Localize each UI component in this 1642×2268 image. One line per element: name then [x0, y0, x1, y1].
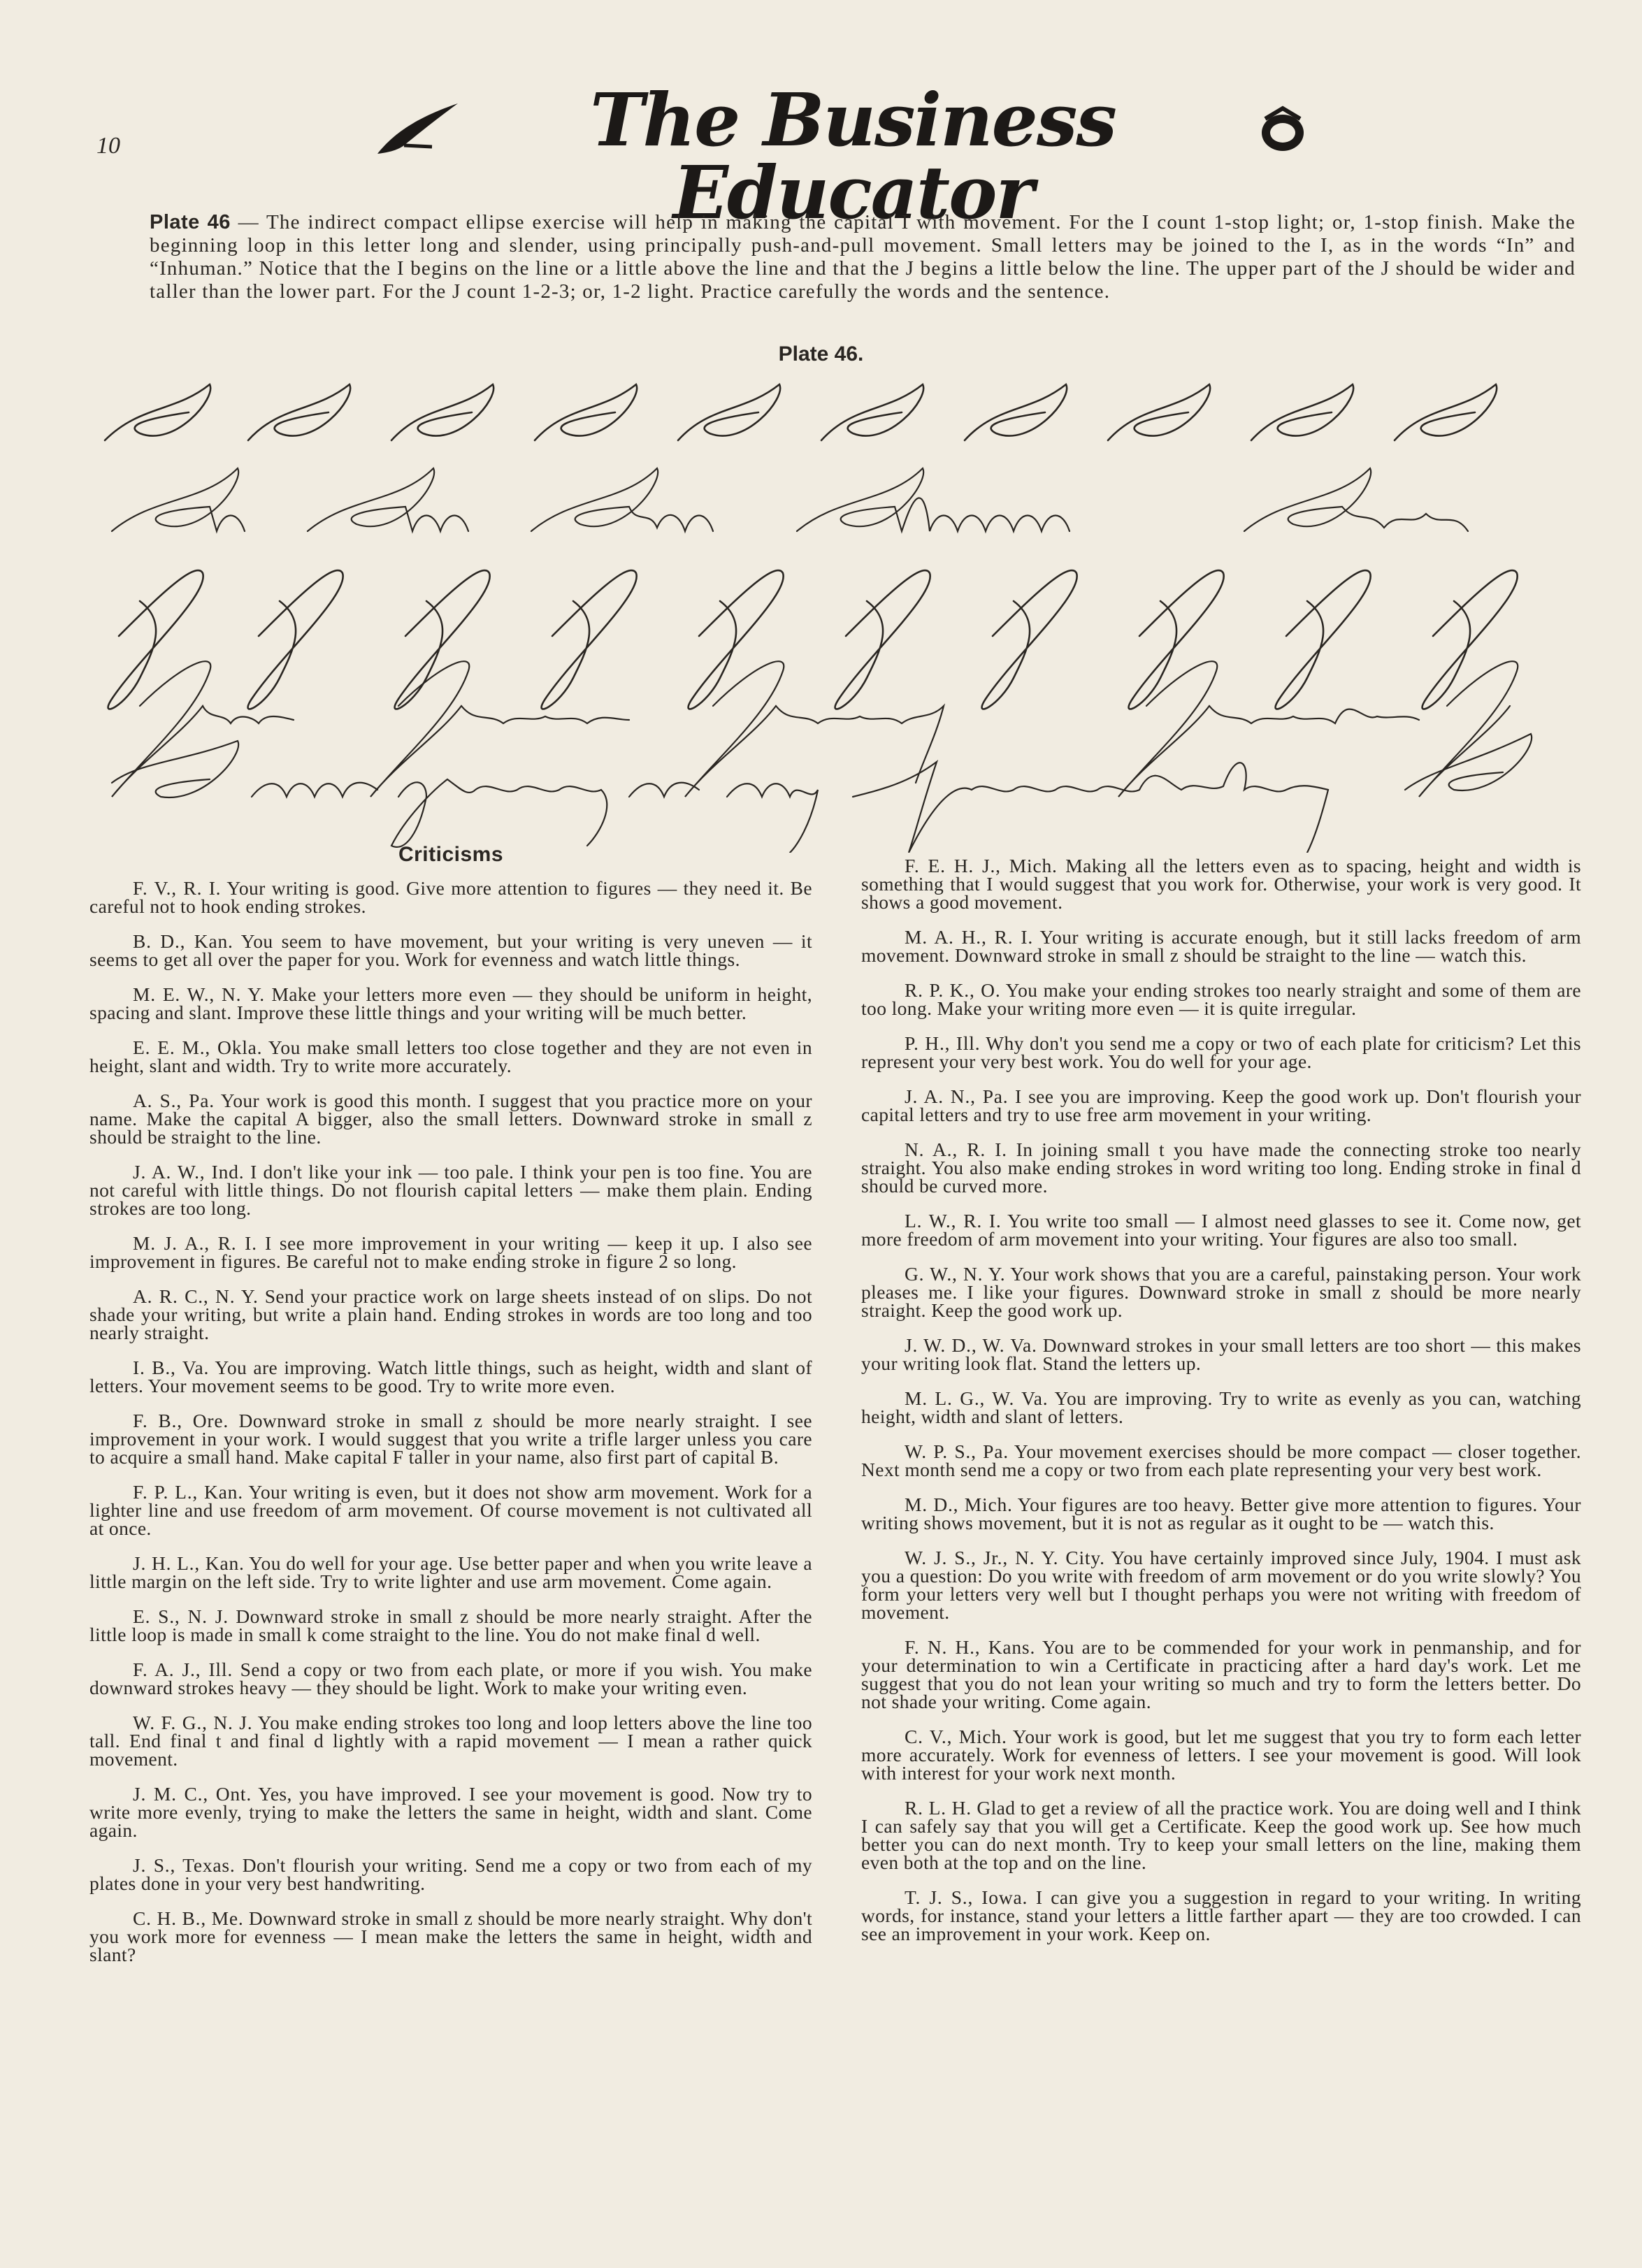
- criticism-recipient: F. B., Ore.: [133, 1410, 229, 1431]
- criticism-entry: [861, 1265, 1581, 1320]
- criticism-entry: [861, 857, 1581, 911]
- criticism-text: You are improving. Watch little things, such as height, width and slant of letters. Your movement seems to be good. Try to write more even.: [89, 1357, 812, 1396]
- script-row-j-words: [112, 661, 1518, 797]
- criticism-entry: [89, 1605, 812, 1645]
- criticism-text: Your writing is good. Give more attention to figures — they need it. Be careful not to hook ending strokes.: [89, 877, 812, 917]
- criticism-entry: [861, 1034, 1581, 1071]
- criticism-recipient: W. J. S., Jr., N. Y. City.: [905, 1547, 1105, 1568]
- criticism-entry: [861, 928, 1581, 965]
- criticism-entry: [89, 1661, 812, 1697]
- criticism-entry: [861, 1212, 1581, 1248]
- criticism-recipient: C. V., Mich.: [905, 1726, 1007, 1747]
- criticism-text: Downward stroke in small z should be more nearly straight. After the little loop is made in small k come straight to the line. You do not make final d well.: [89, 1605, 812, 1645]
- criticism-text: Send a copy or two from each plate, or more if you wish. You make downward strokes heavy — they should be light. Work to make your writing even.: [89, 1659, 812, 1698]
- criticism-text: Your movement exercises should be more compact — closer together. Next month send me a copy or two from each plate representing your very best work.: [861, 1440, 1581, 1480]
- criticism-text: Downward stroke in small z should be more nearly straight. I see improvement in your work. I would suggest that you write a trifle larger unless you care to acquire a small hand. Make capital F taller in your name, also first part of capital B.: [89, 1410, 813, 1468]
- criticism-recipient: C. H. B., Me.: [133, 1907, 244, 1929]
- criticism-text: Downward stroke in small z should be more nearly straight. Why don't you work more for evenness — I mean make the letters the same in height, width and slant?: [89, 1907, 812, 1965]
- criticism-recipient: M. A. H., R. I.: [905, 926, 1034, 948]
- criticism-entry: [861, 1389, 1581, 1426]
- criticism-text: I can give you a suggestion in regard to your writing. In writing words, for instance, stand your letters a little farther apart — they are too crowded. I can see an improvement in your work. Keep on.: [861, 1886, 1581, 1944]
- criticism-recipient: W. P. S., Pa.: [905, 1440, 1009, 1462]
- script-specimen: [98, 370, 1566, 853]
- criticism-entry: [89, 1234, 812, 1271]
- criticism-recipient: F. A. J., Ill.: [133, 1659, 233, 1680]
- quill-pen-icon: [370, 98, 461, 161]
- criticism-text: I see you are improving. Keep the good work up. Don't flourish your capital letters and try to use free arm movement in your writing.: [861, 1085, 1581, 1125]
- plate-intro: [150, 211, 1576, 303]
- masthead-title: The Business Educator: [590, 77, 1116, 236]
- criticism-entry: [89, 1554, 812, 1591]
- criticism-text: You do well for your age. Use better paper and when you write leave a little margin on the left side. Try to write lighter and use arm movement. Come again.: [89, 1552, 812, 1592]
- criticism-text: You have certainly improved since July, 1904. I must ask you a question: Do you write with freedom of arm movement or do you write slowly? You form your letters very well but I thought perhaps you were not writing with freedom of movement.: [861, 1547, 1582, 1623]
- criticism-recipient: B. D., Kan.: [133, 930, 233, 952]
- eagle-emblem-icon: [1251, 105, 1314, 161]
- criticism-entry: [89, 1714, 812, 1768]
- criticism-entry: [89, 1909, 812, 1964]
- criticism-entry: [89, 985, 812, 1022]
- criticism-entry: [861, 1141, 1581, 1195]
- plate-intro-lead: Plate 46: [150, 211, 231, 233]
- criticism-entry: [89, 1785, 812, 1840]
- criticism-text: Why don't you send me a copy or two of each plate for criticism? Let this represent your very best work. You do well for your age.: [861, 1032, 1581, 1072]
- criticism-entry: [861, 1549, 1581, 1621]
- criticism-text: You are improving. Try to write as evenly as you can, watching height, width and slant of letters.: [861, 1387, 1581, 1427]
- criticism-recipient: J. A. W., Ind.: [133, 1161, 245, 1183]
- criticism-recipient: W. F. G., N. J.: [133, 1712, 253, 1733]
- plate-title: Plate 46.: [778, 342, 864, 366]
- criticism-text: In joining small t you have made the connecting stroke too nearly straight. You also make ending strokes in word writing too long. Ending stroke in final d should be curved more.: [861, 1139, 1581, 1197]
- criticism-recipient: A. S., Pa.: [133, 1090, 215, 1111]
- criticism-text: Your work is good this month. I suggest that you practice more on your name. Make the capital A bigger, also the small letters. Downward stroke in small z should be straight to the line.: [89, 1090, 812, 1148]
- script-row-i-words: [112, 468, 1468, 531]
- criticism-recipient: J. S., Texas.: [133, 1854, 236, 1876]
- criticism-text: You make ending strokes too long and loop letters above the line too tall. End final t and final d lightly with a rapid movement — I mean a rather quick movement.: [89, 1712, 812, 1770]
- criticism-text: You make your ending strokes too nearly straight and some of them are too long. Make your writing more even — it is quite irregular.: [861, 979, 1581, 1019]
- criticism-recipient: T. J. S., Iowa.: [905, 1886, 1028, 1908]
- criticisms-left-list: [89, 879, 812, 1964]
- criticism-entry: [89, 1287, 812, 1342]
- criticism-entry: [89, 932, 812, 969]
- criticism-entry: [861, 1728, 1581, 1782]
- criticism-text: I see more improvement in your writing — keep it up. I also see improvement in figures. Be careful not to make ending stroke in figure 2 so long.: [89, 1232, 812, 1272]
- criticism-text: Send your practice work on large sheets instead of on slips. Do not shade your writing, but write a plain hand. Ending strokes in words are too long and too nearly straight.: [89, 1285, 812, 1343]
- criticism-recipient: M. E. W., N. Y.: [133, 983, 265, 1005]
- criticism-recipient: J. M. C., Ont.: [133, 1783, 252, 1805]
- criticisms-right-list: [861, 857, 1581, 1943]
- criticism-recipient: M. D., Mich.: [905, 1494, 1013, 1515]
- criticism-entry: [89, 1163, 812, 1218]
- criticism-text: Making all the letters even as to spacing, height and width is something that I would suggest that you work for. Otherwise, your work is very good. It shows a good movement.: [861, 855, 1581, 913]
- criticism-recipient: G. W., N. Y.: [905, 1263, 1006, 1285]
- script-row-capital-j: [108, 570, 1518, 709]
- criticism-entry: [89, 1359, 812, 1395]
- criticism-recipient: F. V., R. I.: [133, 877, 222, 899]
- criticism-recipient: F. N. H., Kans.: [905, 1636, 1036, 1658]
- criticism-recipient: N. A., R. I.: [905, 1139, 1007, 1160]
- criticism-recipient: M. J. A., R. I.: [133, 1232, 257, 1254]
- criticisms-left-column: [89, 843, 813, 1981]
- criticisms-right-column: [861, 857, 1581, 1960]
- criticism-text: Yes, you have improved. I see your movement is good. Now try to write more evenly, trying to make the letters the same in height, width and slant. Come again.: [89, 1783, 812, 1841]
- criticism-text: Your writing is accurate enough, but it still lacks freedom of arm movement. Downward stroke in small z should be straight to the line — watch this.: [861, 926, 1582, 966]
- criticism-text: Make your letters more even — they should be uniform in height, spacing and slant. Improve these little things and your writing will be much better.: [89, 983, 812, 1023]
- criticism-entry: [89, 879, 812, 916]
- criticism-text: Glad to get a review of all the practice work. You are doing well and I think I can safely say that you will get a Certificate. Keep the good work up. See how much better you can do next month. Try to keep your small letters on the line, making them even both at the top and on the line.: [861, 1797, 1581, 1873]
- criticism-entry: [861, 1336, 1581, 1373]
- script-row-capital-i: [105, 384, 1497, 440]
- criticism-recipient: J. H. L., Kan.: [133, 1552, 245, 1574]
- criticism-entry: [861, 1440, 1581, 1480]
- criticism-text: Your work is good, but let me suggest that you try to form each letter more accurately. Work for evenness of letters. I see your movement is good. Will look with interest for your work next month.: [861, 1726, 1582, 1784]
- criticism-text: You write too small — I almost need glasses to see it. Come now, get more freedom of arm movement into your writing. Your figures are also too small.: [861, 1210, 1581, 1250]
- criticism-entry: [861, 1799, 1581, 1872]
- criticism-text: You seem to have movement, but your writing is very uneven — it seems to get all over the paper for you. Work for evenness and watch little things.: [89, 930, 812, 970]
- criticism-entry: [861, 1085, 1581, 1125]
- criticism-recipient: P. H., Ill.: [905, 1032, 981, 1054]
- criticism-text: Downward strokes in your small letters are too short — this makes your writing look flat. Stand the letters up.: [861, 1334, 1581, 1374]
- criticism-recipient: M. L. G., W. Va.: [905, 1387, 1049, 1409]
- criticism-recipient: R. L. H.: [905, 1797, 972, 1819]
- criticism-entry: [89, 1092, 812, 1146]
- criticism-recipient: I. B., Va.: [133, 1357, 210, 1378]
- criticism-entry: [861, 981, 1581, 1018]
- criticism-entry: [861, 1888, 1581, 1943]
- script-row-sentence: [112, 734, 1532, 853]
- criticism-entry: [89, 1412, 812, 1466]
- criticism-entry: [861, 1638, 1581, 1711]
- plate-intro-text: — The indirect compact ellipse exercise will help in making the capital I with movement. For the I count 1-stop light; or, 1-stop finish. Make the beginning loop in this letter long and slender, using principally push-and-pull movement. Small letters may be joined to the I, as in the words “In” and “Inhuman.” Notice that the I begins on the line or a little above the line and that the J begins a little below the line. The upper part of the J should be wider and taller than the lower part. For the J count 1-2-3; or, 1-2 light. Practice carefully the words and the sentence.: [150, 211, 1576, 303]
- criticism-recipient: E. S., N. J.: [133, 1605, 229, 1627]
- criticism-recipient: F. E. H. J., Mich.: [905, 855, 1058, 876]
- criticism-recipient: R. P. K., O.: [905, 979, 1001, 1001]
- criticism-recipient: L. W., R. I.: [905, 1210, 1002, 1231]
- criticism-entry: [89, 1856, 812, 1893]
- criticism-recipient: J. W. D., W. Va.: [905, 1334, 1037, 1356]
- criticism-entry: [89, 1483, 812, 1538]
- criticism-text: Your writing is even, but it does not show arm movement. Work for a lighter line and use freedom of arm movement. Of course movement is not cultivated all at once.: [89, 1481, 812, 1539]
- criticism-entry: [861, 1496, 1581, 1532]
- criticism-recipient: J. A. N., Pa.: [905, 1085, 1009, 1107]
- criticism-recipient: E. E. M., Okla.: [133, 1037, 263, 1058]
- criticism-text: Your figures are too heavy. Better give more attention to figures. Your writing shows movement, but it is not as regular as it ought to be — watch this.: [861, 1494, 1581, 1533]
- criticisms-heading: Criticisms: [398, 843, 504, 866]
- page-number: 10: [96, 133, 120, 159]
- criticism-recipient: F. P. L., Kan.: [133, 1481, 243, 1503]
- criticism-text: I don't like your ink — too pale. I think your pen is too fine. You are not careful with little things. Do not flourish capital letters — make them plain. Ending strokes are too long.: [89, 1161, 812, 1219]
- criticism-text: You make small letters too close together and they are not even in height, slant and width. Try to write more accurately.: [89, 1037, 812, 1076]
- criticism-text: Don't flourish your writing. Send me a copy or two from each of my plates done in your very best handwriting.: [89, 1854, 813, 1894]
- criticism-text: Your work shows that you are a careful, painstaking person. Your work pleases me. I like your figures. Downward stroke in small z should be more nearly straight. Keep the good work up.: [861, 1263, 1581, 1321]
- criticism-entry: [89, 1039, 812, 1075]
- criticism-text: You are to be commended for your work in penmanship, and for your determination to win a Certificate in practicing after a hard day's work. Let me suggest that you do not lean your writing so much and try to form the letters better. Do not shade your writing. Come again.: [861, 1636, 1581, 1712]
- criticism-recipient: A. R. C., N. Y.: [133, 1285, 259, 1307]
